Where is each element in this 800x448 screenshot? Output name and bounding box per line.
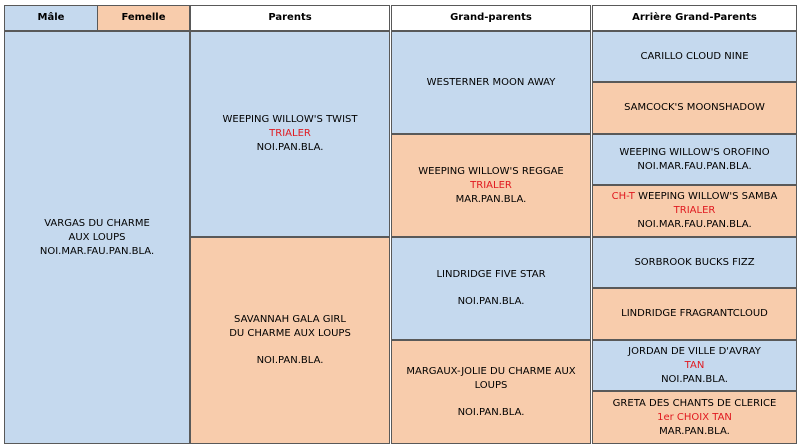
header-male bbox=[4, 5, 98, 31]
grandparent-3-color: NOI.PAN.BLA. bbox=[457, 296, 525, 307]
grandparent-4-color: NOI.PAN.BLA. bbox=[457, 406, 525, 418]
grandparent-2-color: MAR.PAN.BLA. bbox=[455, 193, 527, 205]
grandparent-4-name-line1: MARGAUX-JOLIE DU CHARME AUX bbox=[406, 365, 576, 377]
header-great-grandparents-label: Arrière Grand-Parents bbox=[632, 12, 757, 23]
great-grandparent-4-name: WEEPING WILLOW'S SAMBA bbox=[638, 191, 778, 202]
dam-name-line2: DU CHARME AUX LOUPS bbox=[229, 328, 351, 339]
great-grandparent-1-cell bbox=[592, 31, 797, 82]
grandparent-2-name: WEEPING WILLOW'S REGGAE bbox=[418, 165, 564, 177]
great-grandparent-4-color: NOI.MAR.FAU.PAN.BLA. bbox=[637, 219, 752, 230]
header-female bbox=[97, 5, 190, 31]
header-great-grandparents bbox=[592, 5, 797, 31]
grandparent-2-title: TRIALER bbox=[470, 179, 512, 191]
header-grandparents bbox=[391, 5, 591, 31]
dam-name-line1: SAVANNAH GALA GIRL bbox=[234, 314, 346, 325]
great-grandparent-2-cell bbox=[592, 82, 797, 134]
sire-title: TRIALER bbox=[269, 128, 311, 139]
great-grandparent-4-prefix: CH-T bbox=[611, 191, 635, 202]
grandparent-3-name: LINDRIDGE FIVE STAR bbox=[436, 269, 546, 280]
header-male-label: Mâle bbox=[37, 12, 65, 23]
subject-name-line1: VARGAS DU CHARME bbox=[44, 217, 150, 229]
great-grandparent-7-cell bbox=[592, 340, 797, 391]
dam-color: NOI.PAN.BLA. bbox=[256, 355, 324, 366]
sire-color: NOI.PAN.BLA. bbox=[256, 142, 324, 153]
header-parents-label: Parents bbox=[268, 12, 312, 23]
great-grandparent-6-name: LINDRIDGE FRAGRANTCLOUD bbox=[621, 308, 768, 319]
great-grandparent-7-color: NOI.PAN.BLA. bbox=[661, 373, 728, 385]
subject-cell bbox=[4, 31, 190, 444]
great-grandparent-2-name: SAMCOCK'S MOONSHADOW bbox=[624, 102, 765, 113]
great-grandparent-4-name-line bbox=[612, 190, 778, 204]
great-grandparent-8-title: 1er CHOIX TAN bbox=[657, 411, 732, 423]
sire-cell bbox=[190, 31, 390, 237]
great-grandparent-7-name: JORDAN DE VILLE D'AVRAY bbox=[628, 345, 761, 357]
grandparent-2-cell bbox=[391, 134, 591, 237]
grandparent-3-cell bbox=[391, 237, 591, 340]
subject-color: NOI.MAR.FAU.PAN.BLA. bbox=[39, 245, 155, 257]
great-grandparent-8-cell bbox=[592, 391, 797, 444]
great-grandparent-4-cell bbox=[592, 185, 797, 237]
header-parents bbox=[190, 5, 390, 31]
great-grandparent-5-name: SORBROOK BUCKS FIZZ bbox=[634, 256, 755, 268]
great-grandparent-4-title: TRIALER bbox=[673, 205, 716, 216]
grandparent-1-name: WESTERNER MOON AWAY bbox=[426, 76, 556, 88]
great-grandparent-1-name: CARILLO CLOUD NINE bbox=[640, 50, 749, 62]
great-grandparent-7-title: TAN bbox=[684, 359, 705, 371]
great-grandparent-5-cell bbox=[592, 237, 797, 288]
great-grandparent-3-cell bbox=[592, 134, 797, 185]
grandparent-4-cell bbox=[391, 340, 591, 444]
subject-name-line2: AUX LOUPS bbox=[68, 231, 126, 243]
sire-name: WEEPING WILLOW'S TWIST bbox=[222, 114, 358, 125]
great-grandparent-8-color: MAR.PAN.BLA. bbox=[659, 425, 730, 437]
great-grandparent-3-color: NOI.MAR.FAU.PAN.BLA. bbox=[637, 160, 752, 172]
header-female-label: Femelle bbox=[121, 12, 166, 23]
great-grandparent-3-name: WEEPING WILLOW'S OROFINO bbox=[619, 146, 770, 158]
dam-cell bbox=[190, 237, 390, 444]
great-grandparent-8-name: GRETA DES CHANTS DE CLERICE bbox=[612, 397, 777, 409]
great-grandparent-6-cell bbox=[592, 288, 797, 340]
header-grandparents-label: Grand-parents bbox=[450, 12, 532, 23]
grandparent-4-name-line2: LOUPS bbox=[474, 379, 508, 391]
grandparent-1-cell bbox=[391, 31, 591, 134]
